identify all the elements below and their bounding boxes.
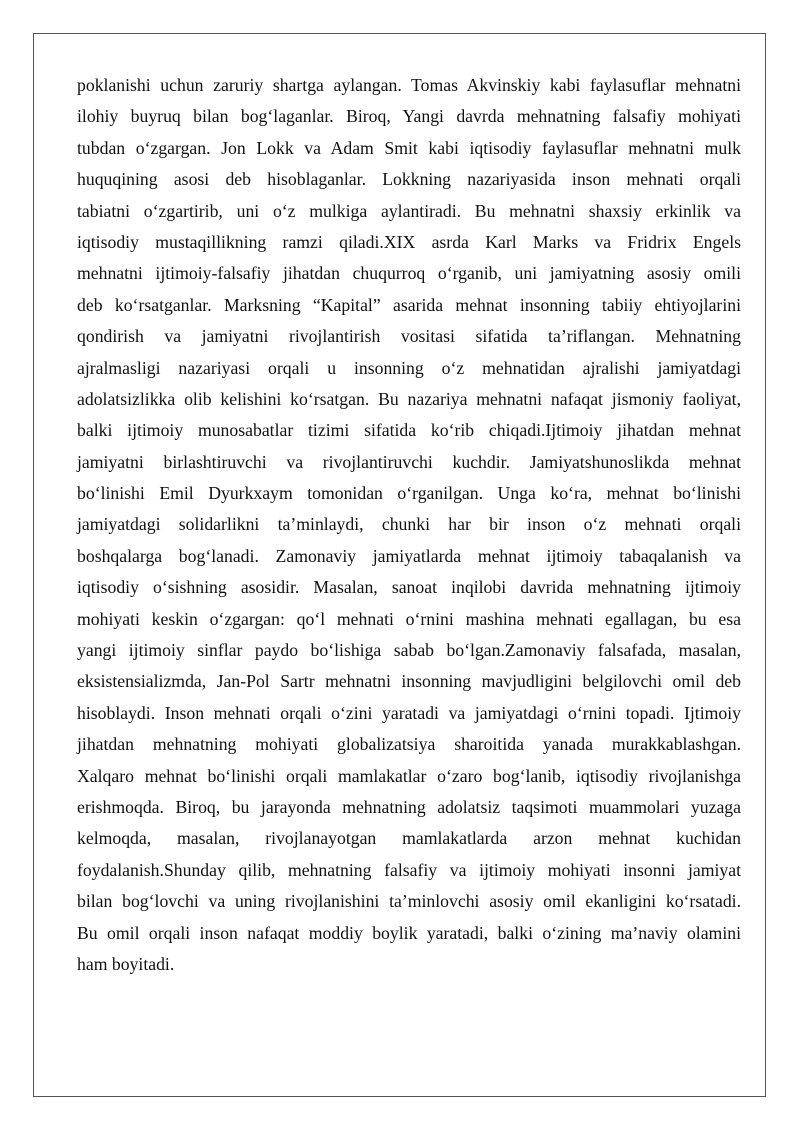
text-line: ilohiy buyruq bilan bog‘laganlar. Biroq, Yangi davrda mehnatning falsafiy mohiyati (77, 106, 741, 127)
text-line: eksistensializmda, Jan-Pol Sartr mehnatni insonning mavjudligini belgilovchi omil deb (77, 671, 741, 692)
text-line: jihatdan mehnatning mohiyati globalizatsiya sharoitida yanada murakkablashgan. (77, 734, 741, 755)
text-line: bo‘linishi Emil Dyurkxaym tomonidan o‘rganilgan. Unga ko‘ra, mehnat bo‘linishi (77, 483, 741, 504)
text-line: huquqining asosi deb hisoblaganlar. Lokkning nazariyasida inson mehnati orqali (77, 169, 741, 190)
text-line: foydalanish.Shunday qilib, mehnatning falsafiy va ijtimoiy mohiyati insonni jamiyat (77, 859, 741, 880)
text-line: boshqalarga bog‘lanadi. Zamonaviy jamiyatlarda mehnat ijtimoiy tabaqalanish va (77, 545, 741, 566)
text-line: tubdan o‘zgargan. Jon Lokk va Adam Smit kabi iqtisodiy faylasuflar mehnatni mulk (77, 137, 741, 158)
text-line: poklanishi uchun zaruriy shartga aylangan. Tomas Akvinskiy kabi faylasuflar mehnatni (77, 75, 741, 95)
text-line: tabiatni o‘zgartirib, uni o‘z mulkiga aylantiradi. Bu mehnatni shaxsiy erkinlik va (77, 200, 741, 221)
text-line: kelmoqda, masalan, rivojlanayotgan mamlakatlarda arzon mehnat kuchidan (77, 828, 741, 849)
text-line: qondirish va jamiyatni rivojlantirish vositasi sifatida ta’riflangan. Mehnatning (77, 326, 741, 347)
text-line: balki ijtimoiy munosabatlar tizimi sifatida ko‘rib chiqadi.Ijtimoiy jihatdan mehnat (77, 420, 741, 441)
text-line: Xalqaro mehnat bo‘linishi orqali mamlakatlar o‘zaro bog‘lanib, iqtisodiy rivojlanishga (77, 765, 741, 786)
text-line: jamiyatni birlashtiruvchi va rivojlantiruvchi kuchdir. Jamiyatshunoslikda mehnat (77, 451, 741, 472)
text-line: Bu omil orqali inson nafaqat moddiy boylik yaratadi, balki o‘zining ma’naviy olamini (77, 922, 741, 943)
text-line: adolatsizlikka olib kelishini ko‘rsatgan. Bu nazariya mehnatni nafaqat jismoniy faoliyat, (77, 388, 741, 409)
text-line: deb ko‘rsatganlar. Marksning “Kapital” asarida mehnat insonning tabiiy ehtiyojlarini (77, 294, 741, 315)
text-line: ham boyitadi. (77, 953, 175, 974)
text-line: mehnatni ijtimoiy-falsafiy jihatdan chuqurroq o‘rganib, uni jamiyatning asosiy omili (77, 263, 741, 284)
text-line: erishmoqda. Biroq, bu jarayonda mehnatning adolatsiz taqsimoti muammolari yuzaga (77, 796, 741, 817)
text-line: iqtisodiy o‘sishning asosidir. Masalan, sanoat inqilobi davrida mehnatning ijtimoiy (77, 577, 741, 598)
text-line: ajralmasligi nazariyasi orqali u insonning o‘z mehnatidan ajralishi jamiyatdagi (77, 357, 741, 378)
text-line: mohiyati keskin o‘zgargan: qo‘l mehnati o‘rnini mashina mehnati egallagan, bu esa (77, 608, 741, 629)
text-line: hisoblaydi. Inson mehnati orqali o‘zini yaratadi va jamiyatdagi o‘rnini topadi. Ijtimoiy (77, 702, 741, 723)
text-line: jamiyatdagi solidarlikni ta’minlaydi, chunki har bir inson o‘z mehnati orqali (77, 514, 741, 535)
text-line: bilan bog‘lovchi va uning rivojlanishini ta’minlovchi asosiy omil ekanligini ko‘rsatadi. (77, 891, 741, 912)
text-line: iqtisodiy mustaqillikning ramzi qiladi.XIX asrda Karl Marks va Fridrix Engels (77, 231, 741, 252)
text-line: yangi ijtimoiy sinflar paydo bo‘lishiga sabab bo‘lgan.Zamonaviy falsafada, masalan, (77, 640, 741, 661)
document-body-text (77, 70, 741, 980)
